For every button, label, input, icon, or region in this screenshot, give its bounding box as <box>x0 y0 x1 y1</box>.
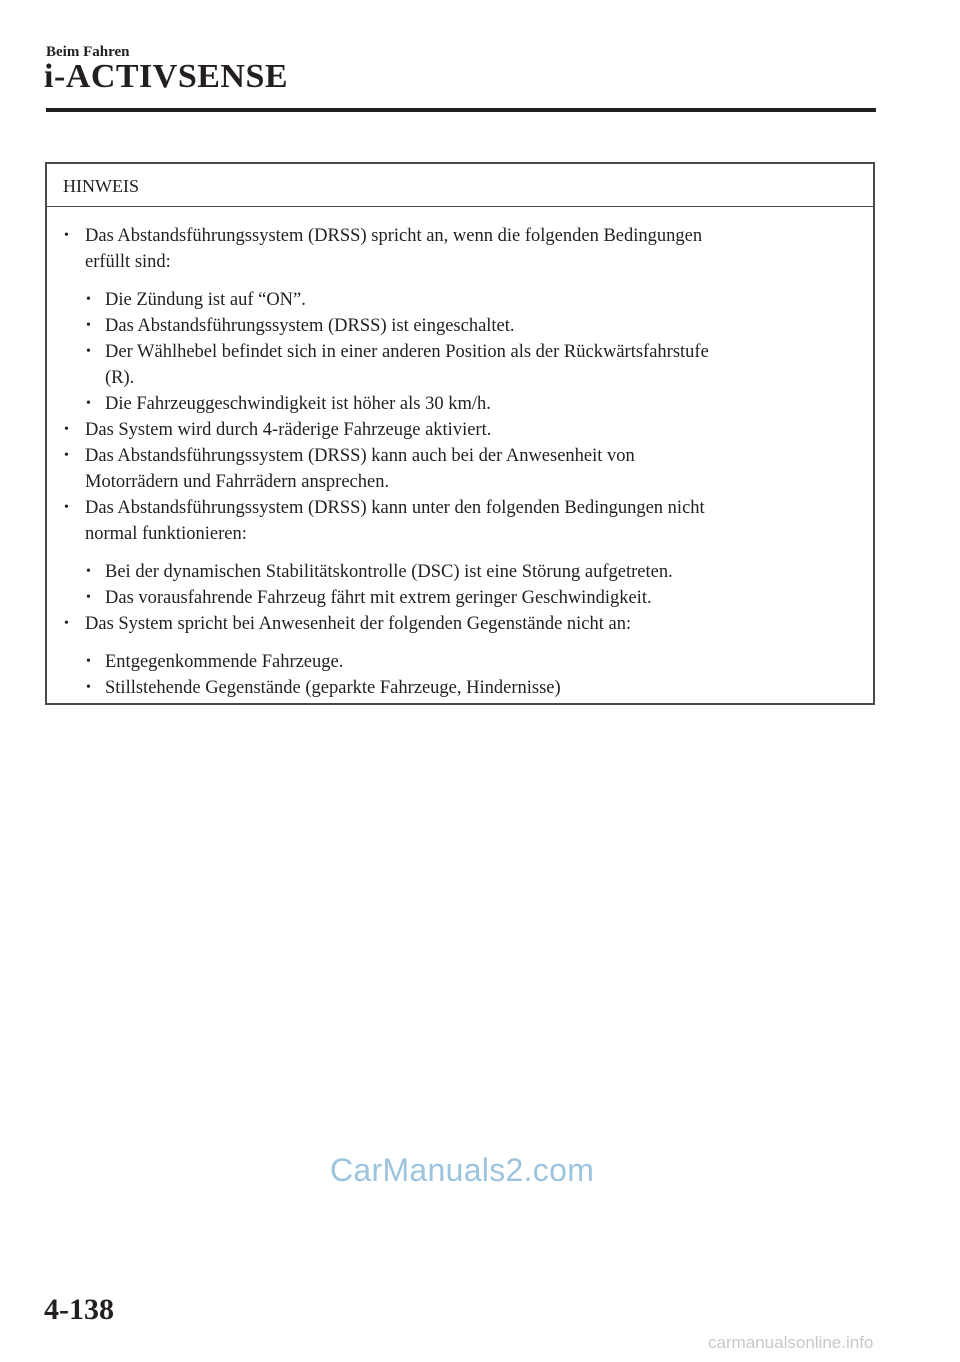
bullet-glyph: • <box>64 500 69 515</box>
section-label: Beim Fahren <box>46 44 130 60</box>
note-line: Das System spricht bei Anwesenheit der folgenden Gegenstände nicht an: <box>85 614 632 634</box>
note-line: Die Zündung ist auf “ON”. <box>105 290 306 310</box>
note-line: normal funktionieren: <box>85 524 247 544</box>
bullet-glyph: • <box>86 680 91 695</box>
bullet-glyph: • <box>64 616 69 631</box>
bullet-glyph: • <box>86 344 91 359</box>
bullet-glyph: • <box>86 564 91 579</box>
bullet-glyph: • <box>64 422 69 437</box>
bullet-glyph: • <box>86 654 91 669</box>
bullet-glyph: • <box>64 448 69 463</box>
note-line: Entgegenkommende Fahrzeuge. <box>105 652 344 672</box>
bullet-glyph: • <box>64 228 69 243</box>
note-heading: HINWEIS <box>47 164 873 207</box>
bullet-glyph: • <box>86 318 91 333</box>
note-line: (R). <box>105 368 135 388</box>
page-title: i-ACTIVSENSE <box>44 58 289 95</box>
note-line: Bei der dynamischen Stabilitätskontrolle (DSC) ist eine Störung aufgetreten. <box>105 562 673 582</box>
bullet-glyph: • <box>86 292 91 307</box>
note-line: Das Abstandsführungssystem (DRSS) kann auch bei der Anwesenheit von <box>85 446 635 466</box>
bullet-glyph: • <box>86 396 91 411</box>
note-line: Das Abstandsführungssystem (DRSS) spricht an, wenn die folgenden Bedingungen <box>85 226 703 246</box>
note-line: Das System wird durch 4-räderige Fahrzeuge aktiviert. <box>85 420 492 440</box>
note-box <box>45 162 875 705</box>
note-line: Das Abstandsführungssystem (DRSS) ist eingeschaltet. <box>105 316 515 336</box>
bullet-glyph: • <box>86 590 91 605</box>
watermark: CarManuals2.com <box>330 1152 595 1188</box>
note-line: Die Fahrzeuggeschwindigkeit ist höher als 30 km/h. <box>105 394 491 414</box>
note-line: Stillstehende Gegenstände (geparkte Fahrzeuge, Hindernisse) <box>105 678 561 698</box>
note-line: Das Abstandsführungssystem (DRSS) kann unter den folgenden Bedingungen nicht <box>85 498 705 518</box>
note-line: Motorrädern und Fahrrädern ansprechen. <box>85 472 390 492</box>
header-rule <box>46 108 876 112</box>
note-line: erfüllt sind: <box>85 252 171 272</box>
footer-site-watermark: carmanualsonline.info <box>708 1333 874 1352</box>
page-number: 4-138 <box>44 1293 114 1326</box>
note-line: Das vorausfahrende Fahrzeug fährt mit extrem geringer Geschwindigkeit. <box>105 588 652 608</box>
note-line: Der Wählhebel befindet sich in einer anderen Position als der Rückwärtsfahrstufe <box>105 342 709 362</box>
